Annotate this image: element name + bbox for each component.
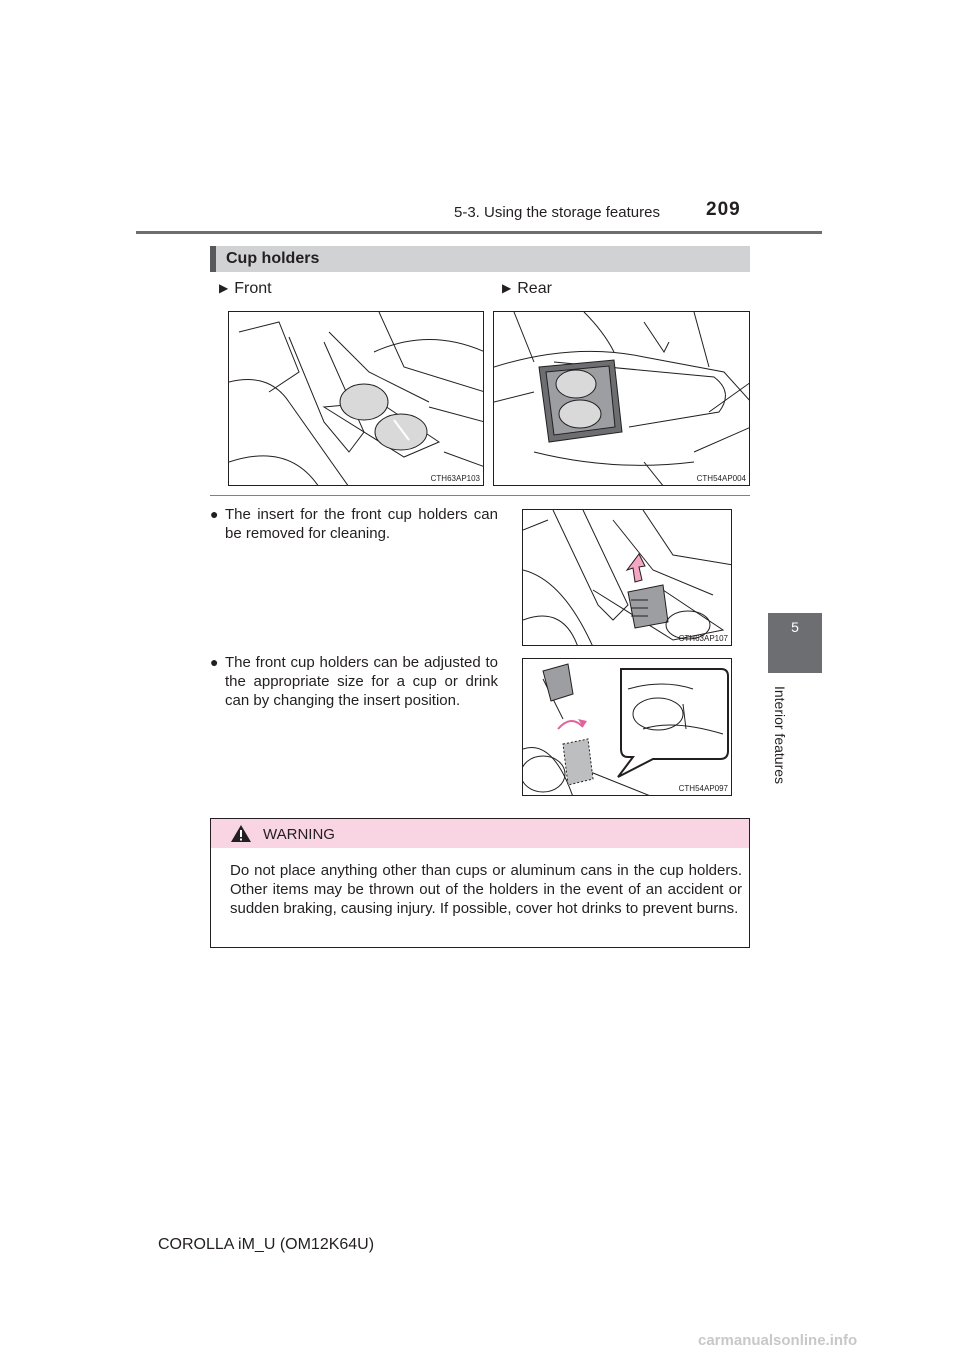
figure-code: CTH63AP107 (678, 634, 728, 643)
chapter-label (771, 680, 789, 790)
bullet-text: The insert for the front cup holders can be removed for cleaning. (225, 506, 498, 542)
insert-adjustment-illustration (522, 658, 732, 796)
header-rule (136, 231, 822, 234)
section-heading (210, 246, 750, 272)
figure-code: CTH54AP097 (678, 784, 728, 793)
figure-code: CTH54AP004 (696, 474, 746, 483)
section-divider (210, 495, 750, 496)
chapter-number: 5 (791, 619, 799, 635)
insert-removal-illustration (522, 509, 732, 646)
front-console-drawing (229, 312, 484, 486)
rear-armrest-drawing (494, 312, 750, 486)
bullet-size-adjustment (212, 653, 498, 710)
warning-box (210, 818, 750, 948)
subhead-rear (502, 280, 552, 298)
subhead-front (219, 280, 272, 298)
bullet-dot-icon: ● (210, 506, 219, 522)
chapter-label-text: Interior features (772, 685, 788, 785)
warning-title: WARNING (263, 826, 335, 843)
insert-removal-drawing (523, 510, 732, 646)
running-header-title: 5-3. Using the storage features (454, 204, 660, 221)
bullet-dot-icon: ● (210, 654, 219, 670)
insert-adjustment-drawing (523, 659, 732, 796)
figure-code: CTH63AP103 (430, 474, 480, 483)
bullet-insert-removal (212, 505, 498, 543)
watermark: carmanualsonline.info (698, 1332, 858, 1349)
warning-triangle-icon (230, 824, 252, 843)
warning-header (211, 819, 749, 848)
footer-model: COROLLA iM_U (OM12K64U) (158, 1236, 375, 1253)
bullet-text: The front cup holders can be adjusted to the appropriate size for a cup or drink can by changing the insert position. (225, 654, 498, 709)
chapter-tab (768, 613, 822, 673)
front-cup-holder-illustration (228, 311, 484, 486)
subhead-front-label: Front (234, 280, 272, 297)
triangle-bullet-icon: ▶ (502, 281, 512, 295)
triangle-bullet-icon: ▶ (219, 281, 229, 295)
section-title: Cup holders (226, 250, 320, 267)
rear-cup-holder-illustration (493, 311, 750, 486)
warning-text: Do not place anything other than cups or aluminum cans in the cup holders. Other items may be thrown out of the holders in the event of an accident or sudden braking, causing injury. If possible, cover hot drinks to prevent burns. (230, 862, 742, 917)
page-number: 209 (706, 199, 741, 220)
subhead-rear-label: Rear (517, 280, 552, 297)
